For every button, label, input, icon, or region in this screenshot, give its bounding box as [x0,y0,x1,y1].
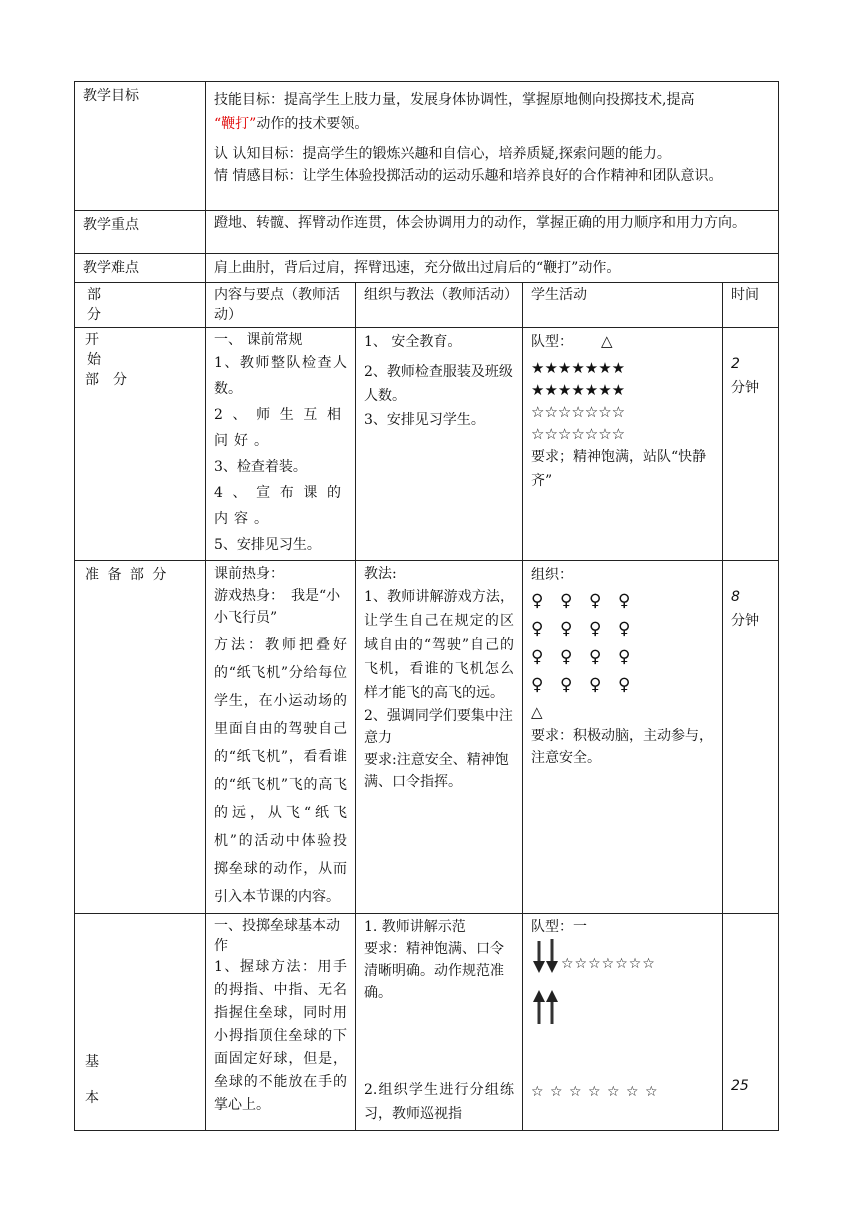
female-icon: ♀ [560,619,573,639]
key-points-row [75,211,779,254]
basic-org-req: 要求：精神饱满、口令清晰明确。动作规范准确。 [364,941,504,1001]
female-icon: ♀ [618,675,631,695]
key-points-label: 教学重点 [75,211,206,254]
female-icon: ♀ [531,647,544,667]
basic-formation-label: 队型：一 [531,919,587,935]
start-formation [531,330,714,353]
start-section-row [75,328,779,561]
prep-time-unit: 分钟 [731,613,759,629]
start-org-1: 1、 安全教育。 [364,334,462,350]
start-org-2: 2、教师检查服装及班级人数。 [364,364,513,404]
prep-content-1: 课前热身： [214,566,284,582]
prep-student [523,561,723,914]
basic-section-label [75,914,206,1131]
start-student-requirement: 要求；精神饱满，站队“快静齐” [531,449,707,489]
basic-time [723,914,779,1131]
start-content-1: 一、 课前常规 [214,332,303,348]
female-icon: ♀ [560,647,573,667]
objectives-row [75,82,779,211]
prep-org-2: 1、教师讲解游戏方法，让学生自己在规定的区域自由的“驾驶”自己的飞机，看谁的飞机怎么样才能飞的高飞的远。 [364,589,514,701]
skill-objective: 技能目标：提高学生上肢力量，发展身体协调性，掌握原地侧向投掷技术,提高 [214,92,695,108]
female-icon: ♀ [560,591,573,611]
down-arrows-row [531,938,714,978]
prep-org-1: 教法: [364,566,397,582]
header-time: 时间 [723,283,779,328]
basic-section-row [75,914,779,1131]
basic-content [206,914,356,1131]
female-icon: ♀ [618,647,631,667]
header-row [75,283,779,328]
prep-section-row [75,561,779,914]
start-label-3: 部 分 [85,372,127,388]
female-icon: ♀ [618,591,631,611]
female-row-1 [531,587,714,615]
emotional-objective: 情 情感目标：让学生体验投掷活动的运动乐趣和培养良好的合作精神和团队意识。 [214,168,723,184]
lesson-plan-table [74,81,779,1131]
basic-stars-bottom: ☆ ☆ ☆ ☆ ☆ ☆ ☆ [531,1084,659,1100]
teacher-triangle-icon: △ [601,332,613,350]
prep-content-3: 方法：教师把叠好的“纸飞机”分给每位学生，在小运动场的里面自由的驾驶自己的“纸飞机”，看看谁的“纸飞机”飞的高飞的远，从飞“纸飞机”的活动中体验投掷垒球的动作，从而引入本节课的内容。 [214,637,347,905]
start-org-3: 3、安排见习学生。 [364,412,485,428]
female-icon: ♀ [560,675,573,695]
start-time-unit: 分钟 [731,380,759,396]
header-student: 学生活动 [523,283,723,328]
cognitive-objective: 认 认知目标：提高学生的锻炼兴趣和自信心，培养质疑,探索问题的能力。 [214,146,671,162]
prep-section-label: 准 备 部 分 [75,561,206,914]
start-content-5: 4、宣布课的内容。 [214,485,347,527]
female-icon: ♀ [531,675,544,695]
up-arrows-icon [531,986,561,1026]
header-part-2: 分 [87,307,101,323]
female-icon: ♀ [589,591,602,611]
header-content: 内容与要点（教师活动） [206,283,356,328]
prep-org-label: 组织： [531,567,573,583]
teacher-triangle-icon: △ [531,703,543,721]
start-content [206,328,356,561]
prep-org-4: 要求:注意安全、精神饱满、口令指挥。 [364,752,509,790]
difficulties-label: 教学难点 [75,254,206,283]
basic-label-2: 本 [85,1090,99,1106]
whip-term: “鞭打” [214,116,257,132]
prep-content-2: 游戏热身： 我是“小小飞行员” [214,588,341,626]
basic-student [523,914,723,1131]
basic-label-1: 基 [85,1054,99,1070]
female-row-3 [531,643,714,671]
basic-content-1: 一、投掷垒球基本动作 [214,918,340,954]
start-time-number: 2 [731,356,740,372]
female-icon: ♀ [531,619,544,639]
header-organization: 组织与教法（教师活动） [356,283,523,328]
start-time [723,328,779,561]
basic-time-number: 25 [731,1078,749,1094]
header-part [75,283,206,328]
basic-org-2: 2.组织学生进行分组练习，教师巡视指 [364,1082,514,1122]
prep-organization [356,561,523,914]
prep-content [206,561,356,914]
prep-student-requirement: 要求：积极动脑，主动参与，注意安全。 [531,728,713,766]
open-stars-row-2: ☆☆☆☆☆☆☆ [531,425,626,443]
start-section-label [75,328,206,561]
prep-time-number: 8 [731,589,740,605]
filled-stars-row-1: ★★★★★★★ [531,359,626,377]
objectives-label: 教学目标 [75,82,206,211]
female-icon: ♀ [589,675,602,695]
prep-org-3: 2、强调同学们要集中注意力 [364,708,513,746]
female-icon: ♀ [531,591,544,611]
basic-org-1: 1. 教师讲解示范 [364,919,466,935]
start-label-1: 开 [85,332,99,348]
key-points-text: 蹬地、转髋、挥臂动作连贯，体会协调用力的动作，掌握正确的用力顺序和用力方向。 [206,211,779,254]
difficulties-text: 肩上曲肘，背后过肩，挥臂迅速，充分做出过肩后的“鞭打”动作。 [206,254,779,283]
start-content-3: 2、师生互相问好。 [214,407,347,449]
female-icon: ♀ [618,619,631,639]
female-icon: ♀ [589,619,602,639]
down-arrows-icon [531,939,561,977]
basic-content-2: 1、握球方法：用手的拇指、中指、无名指握住垒球，同时用小拇指顶住垒球的下面固定好球，但是，垒球的不能放在手的掌心上。 [214,959,347,1113]
difficulties-row [75,254,779,283]
header-part-1: 部 [87,287,101,303]
female-row-2 [531,615,714,643]
objectives-content [206,82,779,211]
start-content-2: 1、教师整队检查人数。 [214,355,347,397]
start-content-6: 5、安排见习生。 [214,537,321,553]
basic-stars-row: ☆☆☆☆☆☆☆ [561,956,656,972]
open-stars-row-1: ☆☆☆☆☆☆☆ [531,403,626,421]
skill-objective-tail: 动作的技术要领。 [256,116,369,132]
female-row-4 [531,671,714,699]
basic-organization [356,914,523,1131]
start-student [523,328,723,561]
start-label-2: 始 [87,352,101,368]
female-icon: ♀ [589,647,602,667]
start-content-4: 3、检查着装。 [214,459,307,475]
formation-label: 队型： [531,334,573,350]
filled-stars-row-2: ★★★★★★★ [531,381,626,399]
start-organization [356,328,523,561]
prep-time [723,561,779,914]
